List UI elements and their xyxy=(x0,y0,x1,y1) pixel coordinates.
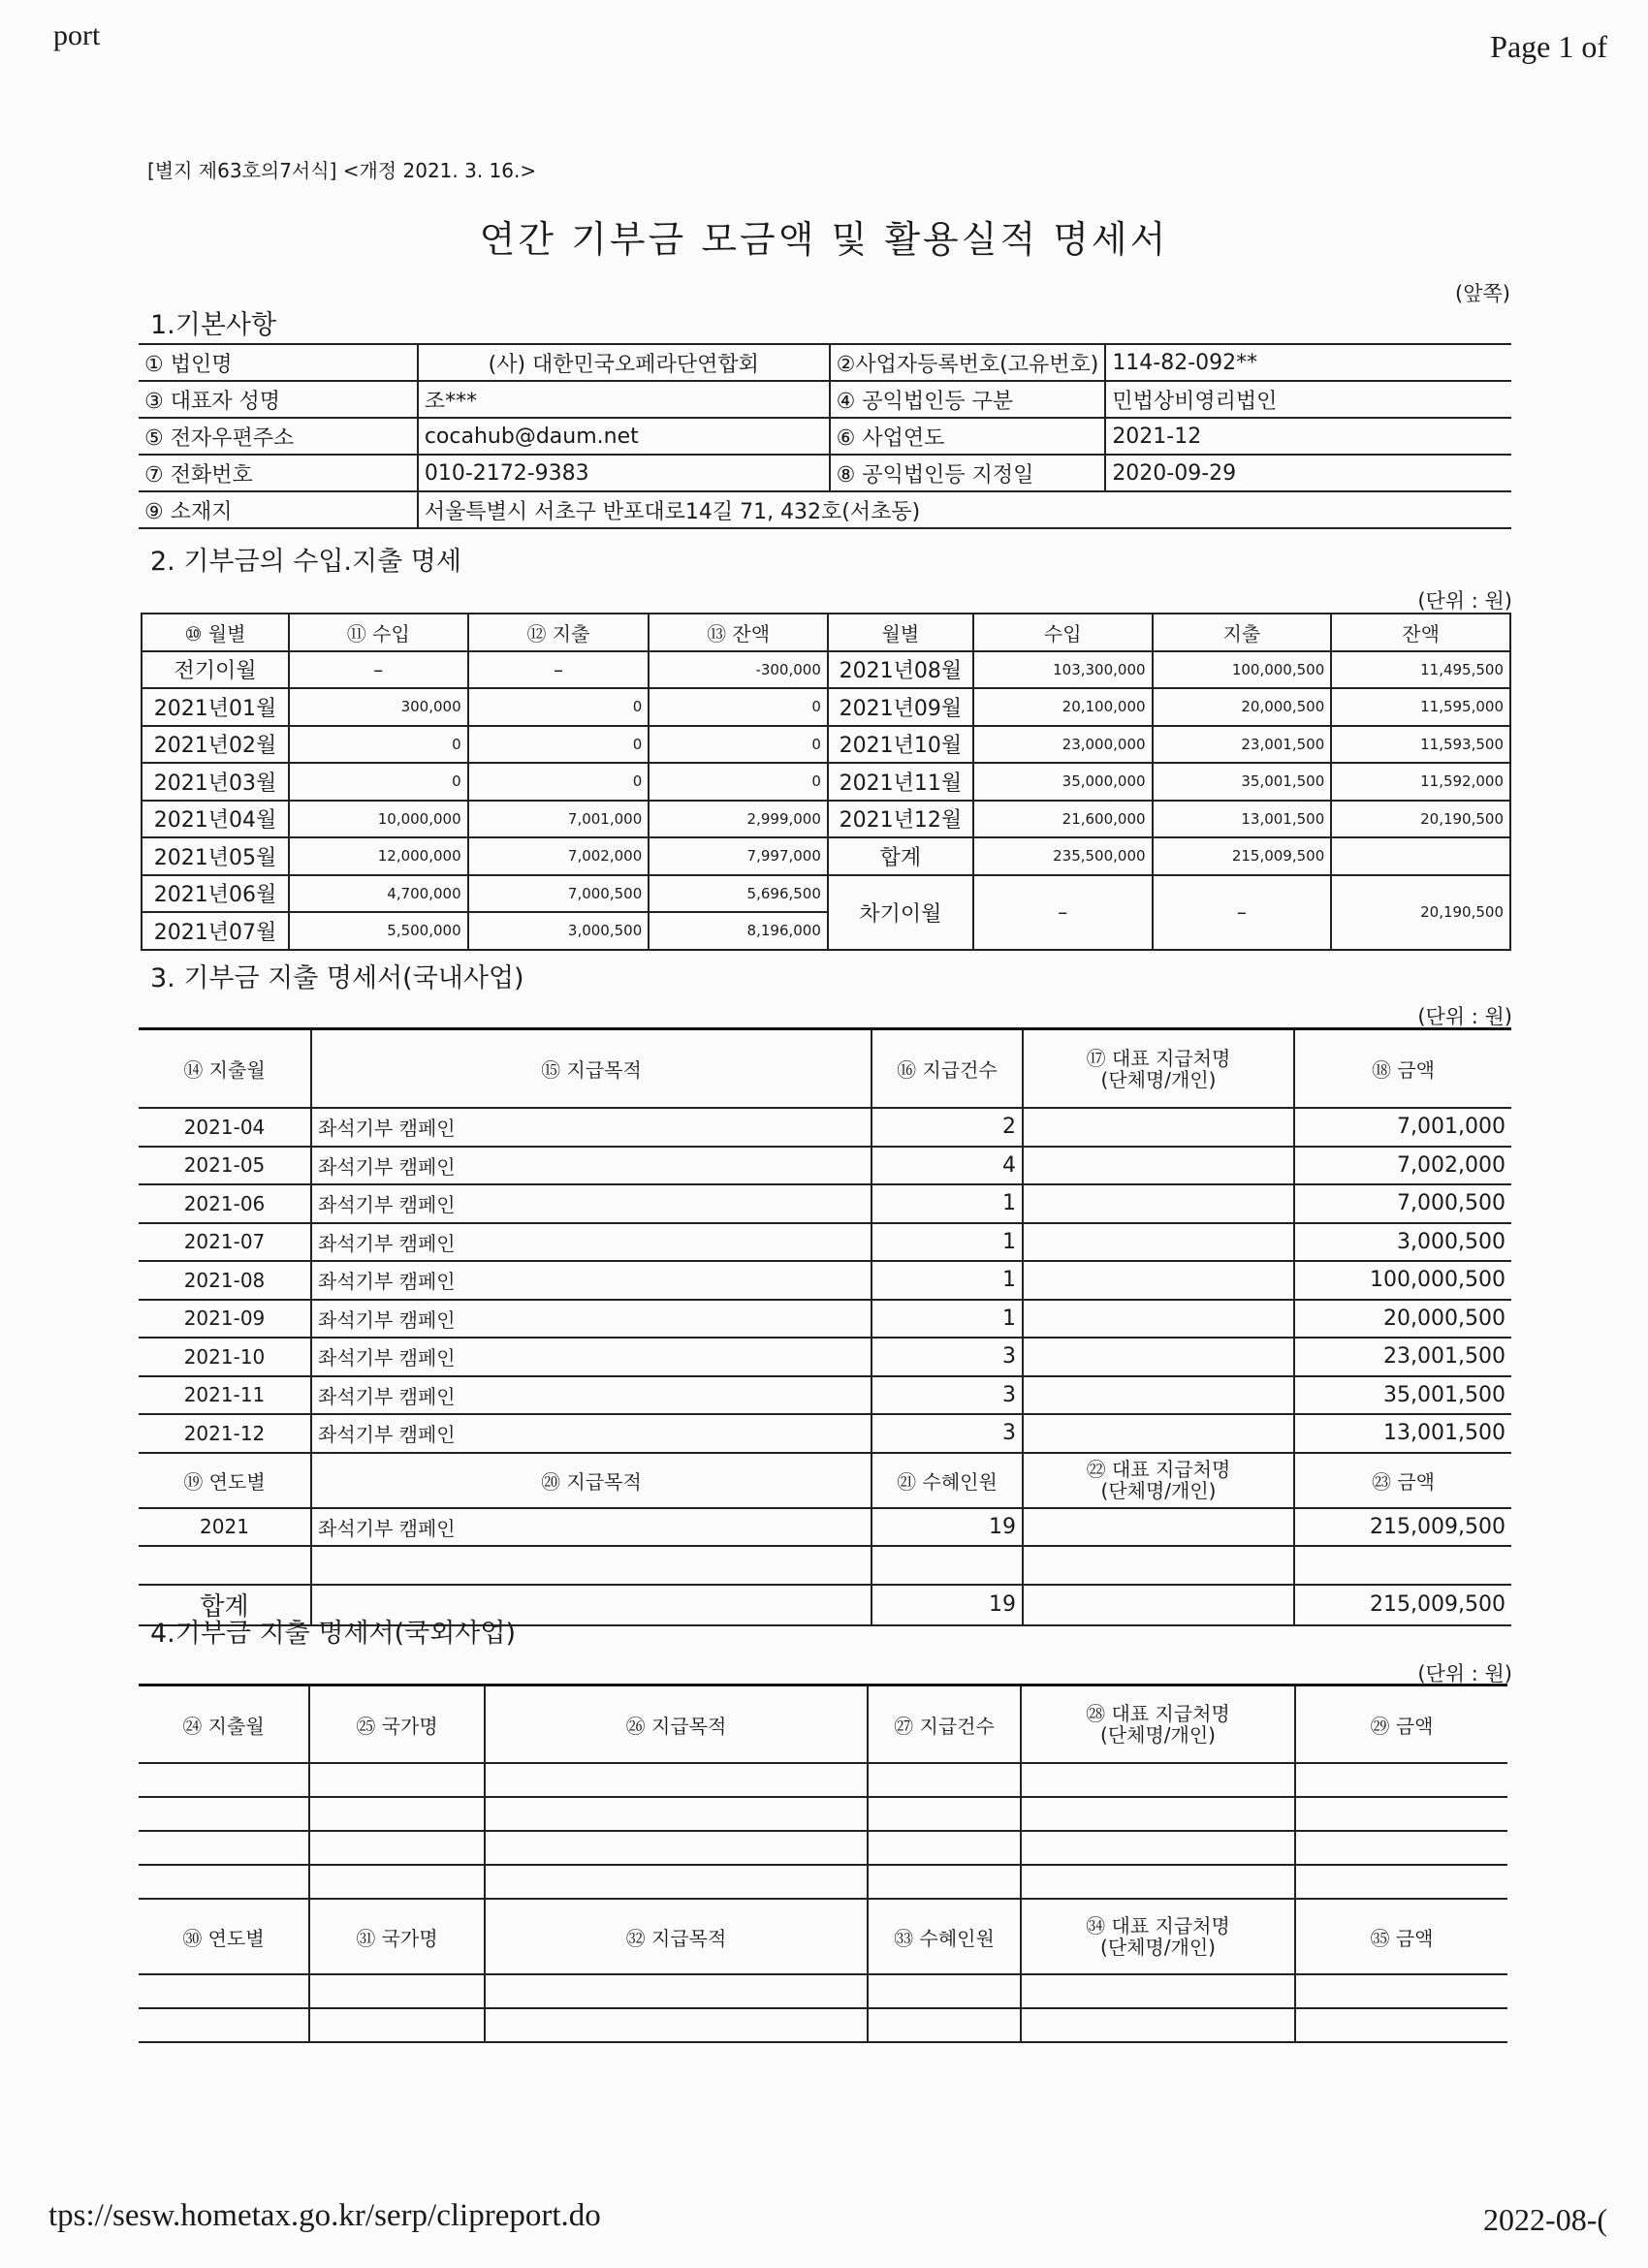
month-cell: 2021-04 xyxy=(139,1108,311,1147)
amount-cell: 0 xyxy=(289,726,468,764)
empty-cell xyxy=(1021,1763,1295,1797)
empty-cell xyxy=(1021,1797,1295,1831)
field-value: (사) 대한민국오페라단연합회 xyxy=(418,344,830,381)
total-label: 합계 xyxy=(139,1585,311,1625)
empty-cell xyxy=(139,1763,309,1797)
purpose-cell: 좌석기부 캠페인 xyxy=(311,1147,872,1185)
recipient-subheader: (단체명/개인) xyxy=(1100,1479,1217,1502)
count-cell: 2 xyxy=(872,1108,1023,1147)
table-row xyxy=(139,1184,1511,1223)
purpose-cell: 좌석기부 캠페인 xyxy=(311,1223,872,1262)
empty-cell xyxy=(309,2008,485,2042)
amount-cell: – xyxy=(289,651,468,689)
amount-cell: 7,000,500 xyxy=(468,875,650,913)
table-row xyxy=(139,1147,1511,1185)
purpose-cell: 좌석기부 캠페인 xyxy=(311,1338,872,1376)
recipient-cell xyxy=(1023,1338,1294,1376)
count-cell: 3 xyxy=(872,1376,1023,1415)
amount-cell: 2,999,000 xyxy=(649,801,828,838)
empty-cell xyxy=(309,1974,485,2008)
amount-cell: 0 xyxy=(468,726,650,764)
column-header: ㉑ 수혜인원 xyxy=(872,1453,1023,1508)
field-label: ④ 공익법인등 구분 xyxy=(830,381,1106,418)
foreign-header-row xyxy=(139,1685,1507,1764)
count-cell: 4 xyxy=(872,1147,1023,1185)
count-cell: 3 xyxy=(872,1338,1023,1376)
carry-label: 차기이월 xyxy=(828,875,973,950)
address-value: 서울특별시 서초구 반포대로14길 71, 432호(서초동) xyxy=(418,491,1511,528)
empty-cell xyxy=(485,1797,868,1831)
column-header: ⑪ 수입 xyxy=(289,614,468,651)
count-cell: 1 xyxy=(872,1184,1023,1223)
month-cell: 합계 xyxy=(828,837,973,875)
domestic-table xyxy=(139,1027,1511,1626)
count-cell: 1 xyxy=(872,1300,1023,1339)
basic-info-table xyxy=(139,343,1511,529)
empty-cell xyxy=(1021,1865,1295,1899)
recipient-cell xyxy=(1023,1223,1294,1262)
field-value: 2021-12 xyxy=(1105,418,1511,455)
income-row xyxy=(142,837,1510,875)
empty-row xyxy=(139,1831,1507,1865)
basic-row xyxy=(139,344,1511,381)
field-value: 조*** xyxy=(418,381,830,418)
table-row xyxy=(139,1338,1511,1376)
amount-cell: 0 xyxy=(649,763,828,801)
amount-cell: 235,500,000 xyxy=(973,837,1153,875)
empty-cell xyxy=(311,1546,872,1585)
amount-cell: 215,009,500 xyxy=(1294,1508,1511,1547)
month-cell: 2021년02월 xyxy=(142,726,289,764)
purpose-cell: 좌석기부 캠페인 xyxy=(311,1300,872,1339)
month-cell: 2021년09월 xyxy=(828,688,973,726)
recipient-cell xyxy=(1023,1508,1294,1547)
table-row xyxy=(139,1376,1511,1415)
income-row xyxy=(142,726,1510,764)
amount-cell: 13,001,500 xyxy=(1294,1414,1511,1453)
recipient-subheader: (단체명/개인) xyxy=(1100,1936,1216,1959)
page-title: 연간 기부금 모금액 및 활용실적 명세서 xyxy=(479,218,1169,261)
field-label: ⑥ 사업연도 xyxy=(830,418,1106,455)
empty-cell xyxy=(1294,1546,1511,1585)
month-cell: 2021년08월 xyxy=(828,651,973,689)
empty-row xyxy=(139,1797,1507,1831)
field-label: ⑧ 공익법인등 지정일 xyxy=(830,455,1106,491)
amount-cell: 20,190,500 xyxy=(1331,801,1510,838)
column-header: ⑭ 지출월 xyxy=(139,1029,311,1109)
income-row xyxy=(142,763,1510,801)
amount-cell: – xyxy=(973,875,1153,950)
print-footer-url: tps://sesw.hometax.go.kr/serp/clipreport.do xyxy=(48,2198,601,2233)
income-row xyxy=(142,688,1510,726)
month-cell: 2021-09 xyxy=(139,1300,311,1339)
empty-cell xyxy=(1021,1974,1295,2008)
field-label: ⑤ 전자우편주소 xyxy=(139,418,418,455)
field-label: ① 법인명 xyxy=(139,344,418,381)
year-cell: 2021 xyxy=(139,1508,311,1547)
month-cell: 2021-07 xyxy=(139,1223,311,1262)
purpose-cell: 좌석기부 캠페인 xyxy=(311,1184,872,1223)
column-header: ⑬ 잔액 xyxy=(649,614,828,651)
month-cell: 2021년11월 xyxy=(828,763,973,801)
column-header: ㉖ 지급목적 xyxy=(485,1685,868,1764)
count-cell: 19 xyxy=(872,1508,1023,1547)
empty-cell xyxy=(1021,1831,1295,1865)
amount-cell: 7,001,000 xyxy=(1294,1108,1511,1147)
recipient-subheader: (단체명/개인) xyxy=(1100,1723,1216,1747)
table-row xyxy=(139,1300,1511,1339)
column-header: ㉔ 지출월 xyxy=(139,1685,309,1764)
amount-cell: 35,001,500 xyxy=(1294,1376,1511,1415)
recipient-header: ㉘ 대표 지급처명 xyxy=(1086,1702,1230,1725)
count-cell: 3 xyxy=(872,1414,1023,1453)
amount-cell: 23,001,500 xyxy=(1153,726,1332,764)
amount-cell: 100,000,500 xyxy=(1153,651,1332,689)
purpose-cell: 좌석기부 캠페인 xyxy=(311,1376,872,1415)
empty-cell xyxy=(139,1865,309,1899)
empty-cell xyxy=(1295,1865,1507,1899)
amount-cell: 23,000,000 xyxy=(973,726,1153,764)
empty-cell xyxy=(485,1974,868,2008)
month-cell: 2021년04월 xyxy=(142,801,289,838)
column-header xyxy=(1021,1685,1295,1764)
print-header-left: port xyxy=(53,19,101,51)
empty-cell xyxy=(309,1831,485,1865)
column-header: ⑩ 월별 xyxy=(142,614,289,651)
column-header: ㉚ 연도별 xyxy=(139,1899,309,1974)
amount-cell: 35,000,000 xyxy=(973,763,1153,801)
amount-cell: 20,100,000 xyxy=(973,688,1153,726)
amount-cell: 10,000,000 xyxy=(289,801,468,838)
section-income-heading: 2. 기부금의 수입.지출 명세 xyxy=(150,547,461,577)
count-cell: 19 xyxy=(872,1585,1023,1625)
recipient-cell xyxy=(1023,1300,1294,1339)
purpose-cell: 좌석기부 캠페인 xyxy=(311,1508,872,1547)
amount-cell: 20,190,500 xyxy=(1331,875,1510,950)
empty-cell xyxy=(485,1831,868,1865)
empty-cell xyxy=(868,1763,1021,1797)
month-cell: 2021년12월 xyxy=(828,801,973,838)
amount-cell: 103,300,000 xyxy=(973,651,1153,689)
field-value: 2020-09-29 xyxy=(1105,455,1511,491)
field-label: ⑦ 전화번호 xyxy=(139,455,418,491)
empty-row xyxy=(139,1865,1507,1899)
amount-cell: 0 xyxy=(468,688,650,726)
empty-row xyxy=(139,1974,1507,2008)
empty-cell xyxy=(485,1763,868,1797)
empty-cell xyxy=(868,1865,1021,1899)
table-row xyxy=(139,1508,1511,1547)
amount-cell: 5,696,500 xyxy=(649,875,828,913)
empty-cell xyxy=(1295,1974,1507,2008)
recipient-header: ㉞ 대표 지급처명 xyxy=(1086,1914,1230,1937)
basic-row xyxy=(139,381,1511,418)
section-foreign-heading: 4.기부금 지출 명세서(국외사업) xyxy=(150,1619,516,1649)
column-header: ⑮ 지급목적 xyxy=(311,1029,872,1109)
foreign-table xyxy=(139,1684,1507,2043)
column-header: ㉜ 지급목적 xyxy=(485,1899,868,1974)
amount-cell: 20,000,500 xyxy=(1294,1300,1511,1339)
column-header: ㉕ 국가명 xyxy=(309,1685,485,1764)
empty-cell xyxy=(1295,2008,1507,2042)
empty-cell xyxy=(139,1974,309,2008)
field-value: 010-2172-9383 xyxy=(418,455,830,491)
amount-cell: 0 xyxy=(289,763,468,801)
empty-cell xyxy=(309,1763,485,1797)
amount-cell: 215,009,500 xyxy=(1153,837,1332,875)
amount-cell: 8,196,000 xyxy=(649,912,828,950)
empty-cell xyxy=(485,1865,868,1899)
form-id: [별지 제63호의7서식] <개정 2021. 3. 16.> xyxy=(147,159,537,182)
empty-cell xyxy=(868,1831,1021,1865)
month-cell: 2021-10 xyxy=(139,1338,311,1376)
recipient-cell xyxy=(1023,1414,1294,1453)
recipient-cell xyxy=(1023,1108,1294,1147)
column-header: ⑯ 지급건수 xyxy=(872,1029,1023,1109)
amount-cell: 100,000,500 xyxy=(1294,1261,1511,1300)
recipient-header: ⑰ 대표 지급처명 xyxy=(1086,1046,1231,1070)
amount-cell: 11,593,500 xyxy=(1331,726,1510,764)
amount-cell: 20,000,500 xyxy=(1153,688,1332,726)
empty-row xyxy=(139,1763,1507,1797)
purpose-cell: 좌석기부 캠페인 xyxy=(311,1261,872,1300)
amount-cell: 12,000,000 xyxy=(289,837,468,875)
print-footer-date: 2022-08-( xyxy=(1483,2202,1607,2237)
front-side-label: (앞쪽) xyxy=(1455,282,1510,305)
recipient-cell xyxy=(1023,1585,1294,1625)
column-header: ㉙ 금액 xyxy=(1295,1685,1507,1764)
month-cell: 2021-05 xyxy=(139,1147,311,1185)
month-cell: 전기이월 xyxy=(142,651,289,689)
unit-label: (단위 : 원) xyxy=(1417,1005,1512,1028)
month-cell: 2021-12 xyxy=(139,1414,311,1453)
amount-cell: 21,600,000 xyxy=(973,801,1153,838)
empty-row xyxy=(139,1546,1511,1585)
column-header: 월별 xyxy=(828,614,973,651)
column-header: 수입 xyxy=(973,614,1153,651)
empty-cell xyxy=(868,1797,1021,1831)
month-cell: 2021년01월 xyxy=(142,688,289,726)
amount-cell: 7,997,000 xyxy=(649,837,828,875)
amount-cell: 3,000,500 xyxy=(468,912,650,950)
count-cell: 1 xyxy=(872,1223,1023,1262)
column-header xyxy=(1023,1029,1294,1109)
empty-cell xyxy=(139,1831,309,1865)
month-cell: 2021년06월 xyxy=(142,875,289,913)
column-header: 지출 xyxy=(1153,614,1332,651)
income-row xyxy=(142,651,1510,689)
table-row xyxy=(139,1261,1511,1300)
table-row xyxy=(139,1414,1511,1453)
recipient-cell xyxy=(1023,1147,1294,1185)
amount-cell: 0 xyxy=(649,688,828,726)
address-row xyxy=(139,491,1511,528)
month-cell: 2021-11 xyxy=(139,1376,311,1415)
recipient-cell xyxy=(1023,1261,1294,1300)
empty-cell xyxy=(309,1797,485,1831)
empty-cell xyxy=(1295,1831,1507,1865)
amount-cell: 35,001,500 xyxy=(1153,763,1332,801)
recipient-cell xyxy=(1023,1184,1294,1223)
empty-cell xyxy=(139,1797,309,1831)
field-value: cocahub@daum.net xyxy=(418,418,830,455)
field-value: 114-82-092** xyxy=(1105,344,1511,381)
income-row xyxy=(142,801,1510,838)
section-basic-heading: 1.기본사항 xyxy=(150,310,277,340)
column-header: ㉗ 지급건수 xyxy=(868,1685,1021,1764)
recipient-cell xyxy=(1023,1376,1294,1415)
amount-cell: 4,700,000 xyxy=(289,875,468,913)
column-header: ⑲ 연도별 xyxy=(139,1453,311,1508)
foreign-yearly-header-row xyxy=(139,1899,1507,1974)
count-cell: 1 xyxy=(872,1261,1023,1300)
table-row xyxy=(139,1223,1511,1262)
column-header xyxy=(1021,1899,1295,1974)
print-header-right: Page 1 of xyxy=(1490,29,1607,64)
table-row xyxy=(139,1108,1511,1147)
column-header: ⑳ 지급목적 xyxy=(311,1453,872,1508)
basic-row xyxy=(139,455,1511,491)
recipient-header: ㉒ 대표 지급처명 xyxy=(1086,1458,1231,1481)
amount-cell: 0 xyxy=(468,763,650,801)
empty-cell xyxy=(309,1865,485,1899)
month-cell: 2021-06 xyxy=(139,1184,311,1223)
month-cell: 2021년07월 xyxy=(142,912,289,950)
column-header: ㉝ 수혜인원 xyxy=(868,1899,1021,1974)
column-header: ㉟ 금액 xyxy=(1295,1899,1507,1974)
field-value: 민법상비영리법인 xyxy=(1105,381,1511,418)
amount-cell: 13,001,500 xyxy=(1153,801,1332,838)
month-cell: 2021년05월 xyxy=(142,837,289,875)
empty-cell xyxy=(868,1974,1021,2008)
purpose-cell: 좌석기부 캠페인 xyxy=(311,1414,872,1453)
unit-label: (단위 : 원) xyxy=(1417,589,1512,613)
column-header: 잔액 xyxy=(1331,614,1510,651)
amount-cell: 7,002,000 xyxy=(1294,1147,1511,1185)
empty-cell xyxy=(139,2008,309,2042)
month-cell: 2021년10월 xyxy=(828,726,973,764)
column-header: ㉛ 국가명 xyxy=(309,1899,485,1974)
column-header: ㉓ 금액 xyxy=(1294,1453,1511,1508)
amount-cell: 7,002,000 xyxy=(468,837,650,875)
empty-cell xyxy=(1023,1546,1294,1585)
basic-row xyxy=(139,418,1511,455)
amount-cell: – xyxy=(468,651,650,689)
amount-cell: 7,000,500 xyxy=(1294,1184,1511,1223)
income-header-row xyxy=(142,614,1510,651)
amount-cell: – xyxy=(1153,875,1332,950)
amount-cell: 0 xyxy=(649,726,828,764)
empty-cell xyxy=(1295,1763,1507,1797)
month-cell: 2021-08 xyxy=(139,1261,311,1300)
empty-cell xyxy=(868,2008,1021,2042)
amount-cell: 5,500,000 xyxy=(289,912,468,950)
column-header xyxy=(1023,1453,1294,1508)
amount-cell: 7,001,000 xyxy=(468,801,650,838)
amount-cell: -300,000 xyxy=(649,651,828,689)
amount-cell: 11,592,000 xyxy=(1331,763,1510,801)
field-label: ②사업자등록번호(고유번호) xyxy=(830,344,1106,381)
unit-label: (단위 : 원) xyxy=(1417,1662,1512,1685)
column-header: ⑱ 금액 xyxy=(1294,1029,1511,1109)
empty-cell xyxy=(139,1546,311,1585)
address-label: ⑨ 소재지 xyxy=(139,491,418,528)
domestic-yearly-header-row xyxy=(139,1453,1511,1508)
domestic-header-row xyxy=(139,1029,1511,1109)
income-row xyxy=(142,875,1510,913)
purpose-cell: 좌석기부 캠페인 xyxy=(311,1108,872,1147)
empty-cell xyxy=(1295,1797,1507,1831)
section-domestic-heading: 3. 기부금 지출 명세서(국내사업) xyxy=(150,963,524,993)
amount-cell: 300,000 xyxy=(289,688,468,726)
month-cell: 2021년03월 xyxy=(142,763,289,801)
amount-cell: 11,495,500 xyxy=(1331,651,1510,689)
field-label: ③ 대표자 성명 xyxy=(139,381,418,418)
column-header: ⑫ 지출 xyxy=(468,614,650,651)
amount-cell: 23,001,500 xyxy=(1294,1338,1511,1376)
income-table xyxy=(141,613,1511,951)
empty-cell xyxy=(872,1546,1023,1585)
amount-cell: 215,009,500 xyxy=(1294,1585,1511,1625)
empty-cell xyxy=(485,2008,868,2042)
amount-cell: 11,595,000 xyxy=(1331,688,1510,726)
empty-cell xyxy=(1021,2008,1295,2042)
recipient-subheader: (단체명/개인) xyxy=(1100,1067,1217,1091)
amount-cell: 3,000,500 xyxy=(1294,1223,1511,1262)
amount-cell xyxy=(1331,837,1510,875)
empty-row xyxy=(139,2008,1507,2042)
